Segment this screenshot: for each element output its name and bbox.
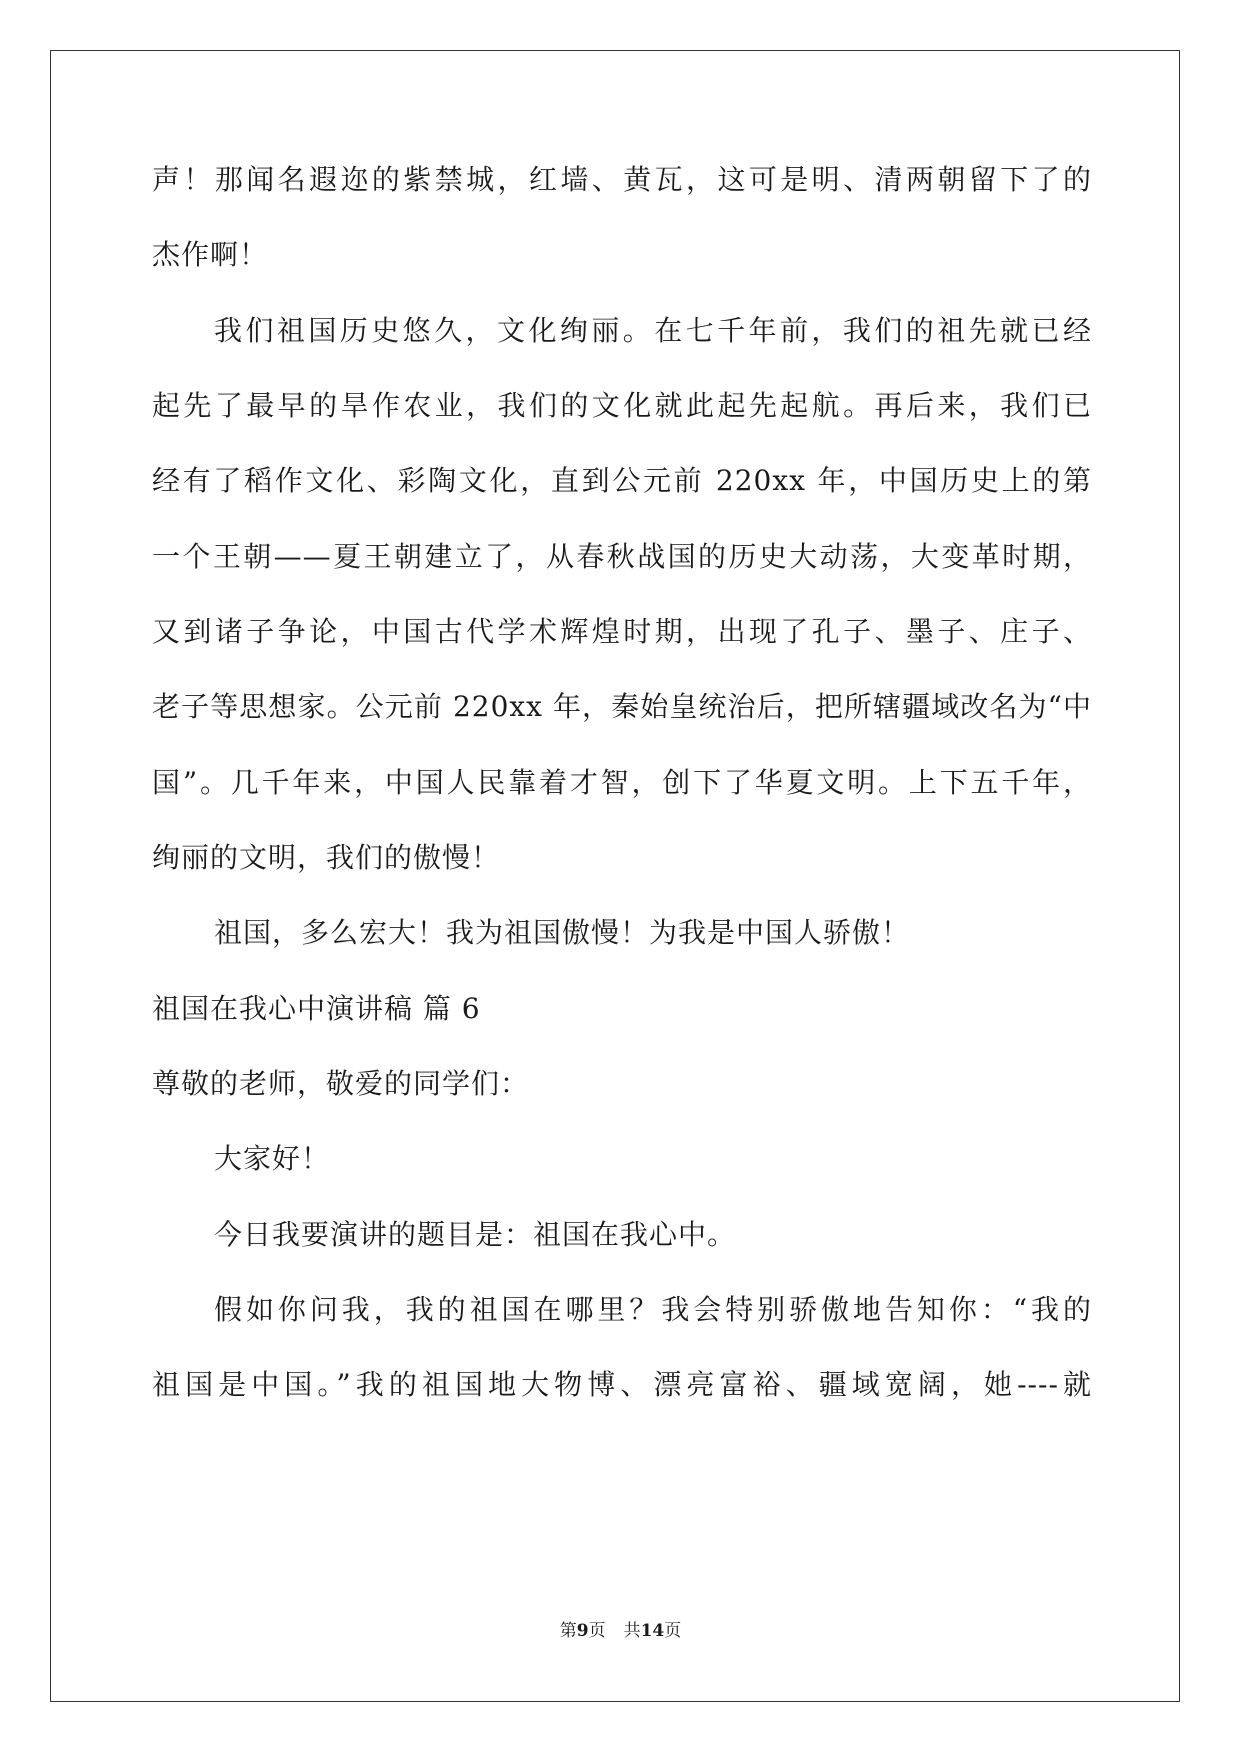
total-prefix: 共 [623,1621,641,1641]
current-page-number: 9 [576,1621,589,1641]
text-line: 老子等思想家。公元前 220xx 年，秦始皇统治后，把所辖疆域改名为“中 [152,690,1092,723]
salutation: 尊敬的老师，敬爱的同学们： [152,1067,530,1100]
section-heading: 祖国在我心中演讲稿 篇 6 [152,992,481,1025]
paragraph-start-line: 祖国，多么宏大！我为祖国傲慢！为我是中国人骄傲！ [214,916,911,949]
text-line: 祖国是中国。”我的祖国地大物博、漂亮富裕、疆域宽阔，她----就 [152,1368,1092,1401]
page-footer [0,1620,1241,1642]
paragraph-start-line: 假如你问我，我的祖国在哪里？我会特别骄傲地告知你：“我的 [214,1293,1092,1326]
text-line: 起先了最早的旱作农业，我们的文化就此起先起航。再后来，我们已 [152,389,1092,422]
text-line: 杰作啊！ [152,238,269,271]
total-suffix: 页 [664,1621,682,1641]
text-line: 又到诸子争论，中国古代学术辉煌时期，出现了孔子、墨子、庄子、 [152,615,1092,648]
paragraph-start-line: 今日我要演讲的题目是：祖国在我心中。 [214,1218,737,1251]
greeting: 大家好！ [214,1142,331,1175]
text-line: 经有了稻作文化、彩陶文化，直到公元前 220xx 年，中国历史上的第 [152,464,1092,497]
page-suffix: 页 [588,1621,606,1641]
text-line: 国”。几千年来，中国人民靠着才智，创下了华夏文明。上下五千年， [152,766,1092,799]
page-prefix: 第 [559,1621,577,1641]
paragraph-start-line: 我们祖国历史悠久，文化绚丽。在七千年前，我们的祖先就已经 [214,314,1092,347]
text-line: 一个王朝——夏王朝建立了，从春秋战国的历史大动荡，大变革时期， [152,540,1092,573]
text-line: 绚丽的文明，我们的傲慢！ [152,841,501,874]
text-line: 声！那闻名遐迩的紫禁城，红墙、黄瓦，这可是明、清两朝留下了的 [152,163,1092,196]
total-page-number: 14 [640,1621,665,1641]
